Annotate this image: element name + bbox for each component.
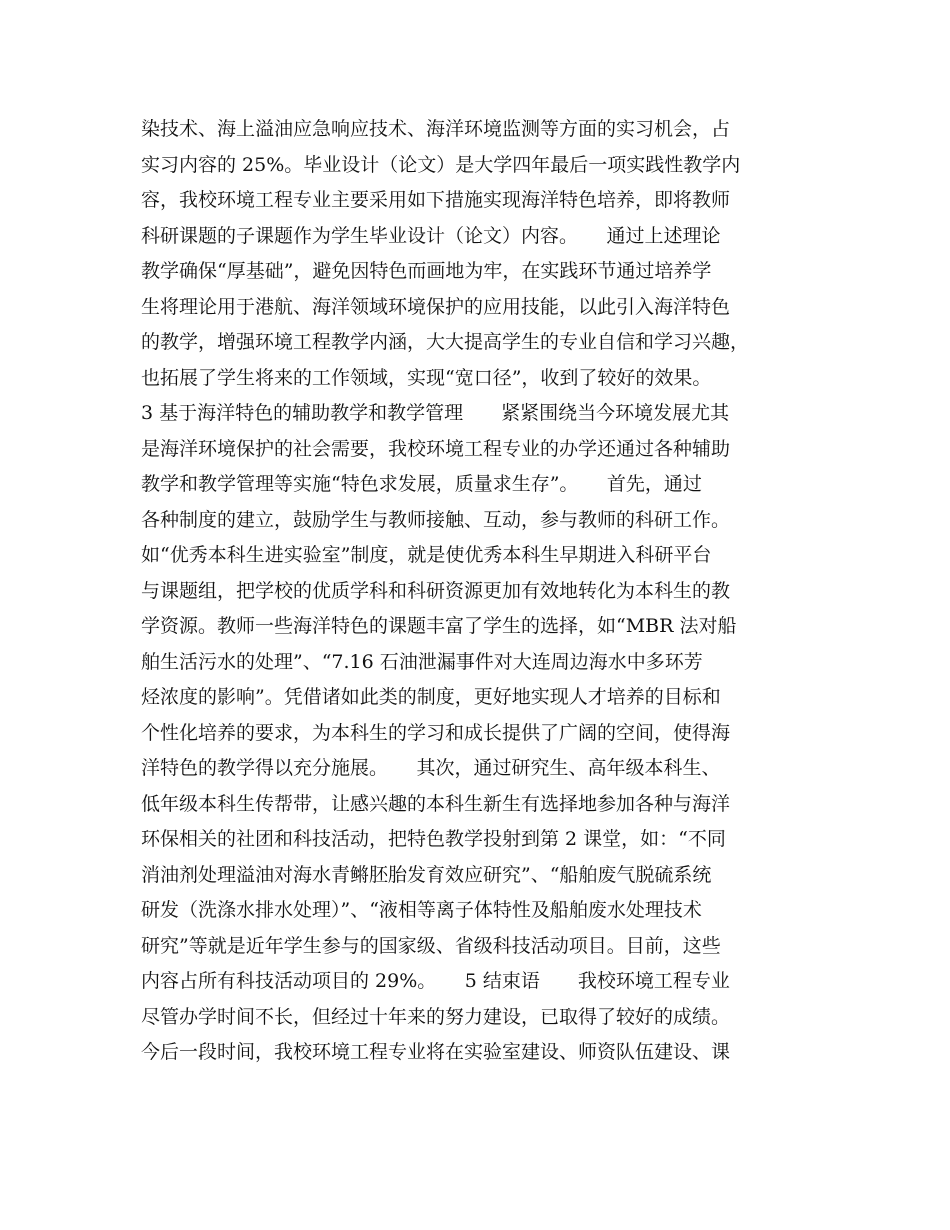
text-line-11: 教学和教学管理等实施“特色求发展，质量求生存”。 首先，通过 xyxy=(141,473,702,495)
text-line-16: 舶生活污水的处理”、“7.16 石油泄漏事件对大连周边海水中多环芳 xyxy=(141,650,703,673)
text-line-18: 个性化培养的要求，为本科生的学习和成长提供了广阔的空间，使得海 xyxy=(141,721,731,744)
text-line-12: 各种制度的建立，鼓励学生与教师接触、互动，参与教师的科研工作。 xyxy=(141,508,731,531)
text-line-1: 染技术、海上溢油应急响应技术、海洋环境监测等方面的实习机会，占 xyxy=(141,118,731,140)
text-line-7: 的教学，增强环境工程教学内涵，大大提高学生的专业自信和学习兴趣， xyxy=(141,331,750,353)
text-line-2: 实习内容的 25%。毕业设计（论文）是大学四年最后一项实践性教学内 xyxy=(141,153,741,176)
text-line-14: 与课题组，把学校的优质学科和科研资源更加有效地转化为本科生的教 xyxy=(141,579,731,602)
text-line-8: 也拓展了学生将来的工作领域，实现“宽口径”，收到了较好的效果。 xyxy=(141,366,712,389)
text-line-22: 消油剂处理溢油对海水青鳉胚胎发育效应研究”、“船舶废气脱硫系统 xyxy=(141,863,712,886)
text-line-17: 烃浓度的影响”。凭借诸如此类的制度，更好地实现人才培养的目标和 xyxy=(141,686,721,708)
text-line-13: 如“优秀本科生进实验室”制度，就是使优秀本科生早期进入科研平台 xyxy=(141,544,712,566)
text-line-10: 是海洋环境保护的社会需要，我校环境工程专业的办学还通过各种辅助 xyxy=(141,437,731,460)
text-line-3: 容，我校环境工程专业主要采用如下措施实现海洋特色培养，即将教师 xyxy=(141,189,731,211)
text-line-21: 环保相关的社团和科技活动，把特色教学投射到第 2 课堂，如：“不同 xyxy=(141,828,726,850)
text-line-27: 今后一段时间，我校环境工程专业将在实验室建设、师资队伍建设、课 xyxy=(141,1041,731,1063)
text-line-25: 内容占所有科技活动项目的 29%。 5 结束语 我校环境工程专业 xyxy=(141,970,730,992)
text-line-9: 3 基于海洋特色的辅助教学和教学管理 紧紧围绕当今环境发展尤其 xyxy=(141,402,730,424)
text-line-5: 教学确保“厚基础”，避免因特色而画地为牢，在实践环节通过培养学 xyxy=(141,260,712,282)
text-line-4: 科研课题的子课题作为学生毕业设计（论文）内容。 通过上述理论 xyxy=(141,224,721,247)
text-line-24: 研究”等就是近年学生参与的国家级、省级科技活动项目。目前，这些 xyxy=(141,934,721,957)
text-line-19: 洋特色的教学得以充分施展。 其次，通过研究生、高年级本科生、 xyxy=(141,757,721,779)
text-line-23: 研发（洗涤水排水处理）”、“液相等离子体特性及船舶废水处理技术 xyxy=(141,899,702,921)
body-text xyxy=(141,112,831,1071)
text-line-26: 尽管办学时间不长，但经过十年来的努力建设，已取得了较好的成绩。 xyxy=(141,1005,731,1028)
text-line-6: 生将理论用于港航、海洋领域环境保护的应用技能，以此引入海洋特色 xyxy=(141,295,731,318)
text-line-20: 低年级本科生传帮带，让感兴趣的本科生新生有选择地参加各种与海洋 xyxy=(141,792,731,815)
text-line-15: 学资源。教师一些海洋特色的课题丰富了学生的选择，如“MBR 法对船 xyxy=(141,615,737,637)
